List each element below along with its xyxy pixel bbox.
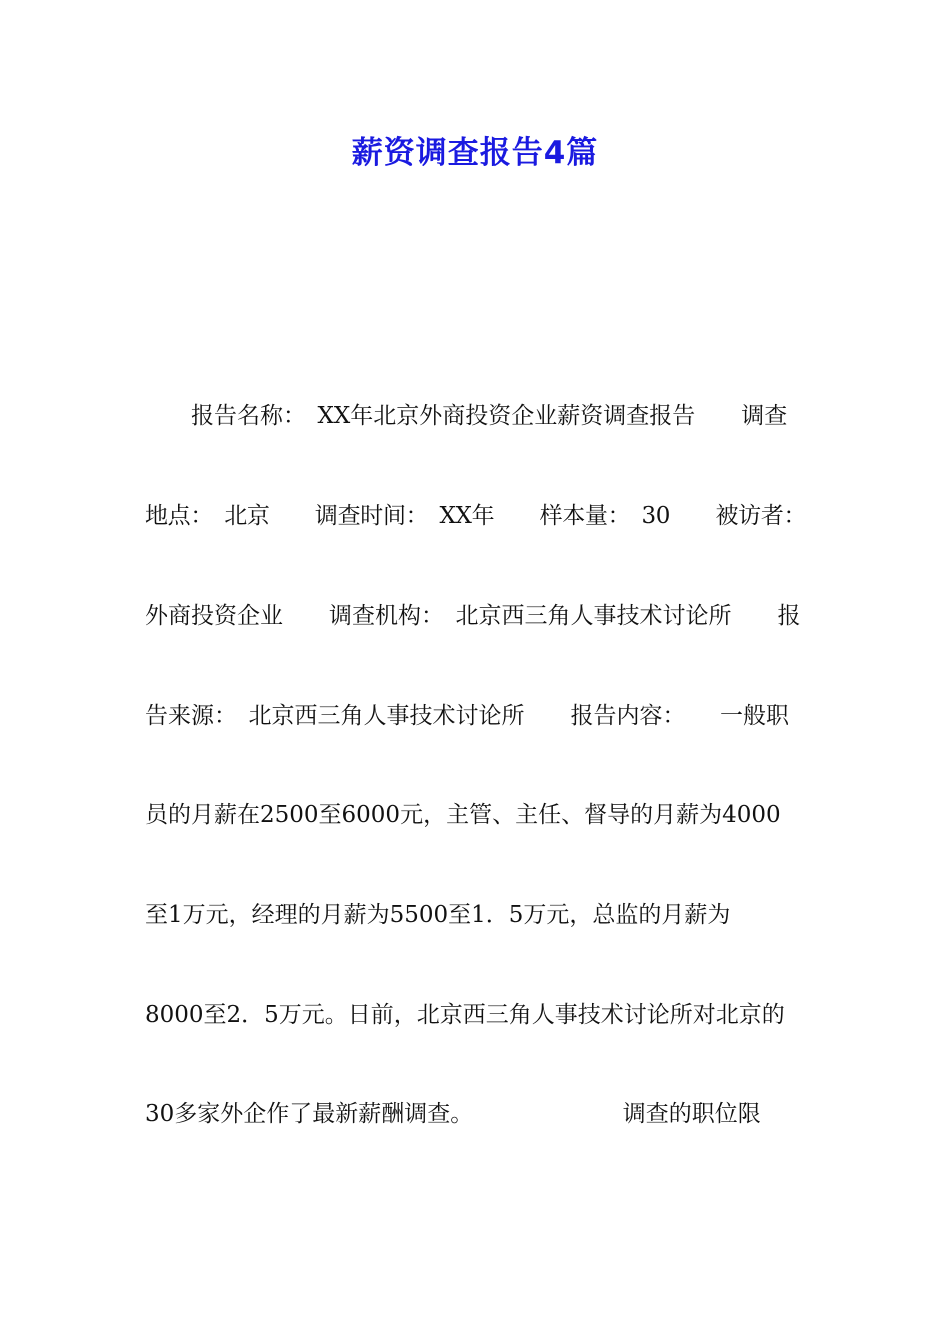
body-line: 至1万元，经理的月薪为5500至1．5万元，总监的月薪为 <box>145 902 731 928</box>
body-line: 8000至2．5万元。日前，北京西三角人事技术讨论所对北京的 <box>145 1002 785 1028</box>
body-line: 告来源： 北京西三角人事技术讨论所 报告内容： 一般职 <box>145 703 789 729</box>
body-line: 30多家外企作了最新薪酬调查。 调查的职位限 <box>145 1101 761 1127</box>
document-title: 薪资调查报告4篇 <box>351 135 599 171</box>
body-line: 地点： 北京 调查时间： XX年 样本量： 30 被访者： <box>145 503 807 529</box>
body-line: 报告名称： XX年北京外商投资企业薪资调查报告 调查 <box>145 403 788 429</box>
body-line: 员的月薪在2500至6000元，主管、主任、督导的月薪为4000 <box>145 802 781 828</box>
body-line: 外商投资企业 调查机构： 北京西三角人事技术讨论所 报 <box>145 603 801 629</box>
